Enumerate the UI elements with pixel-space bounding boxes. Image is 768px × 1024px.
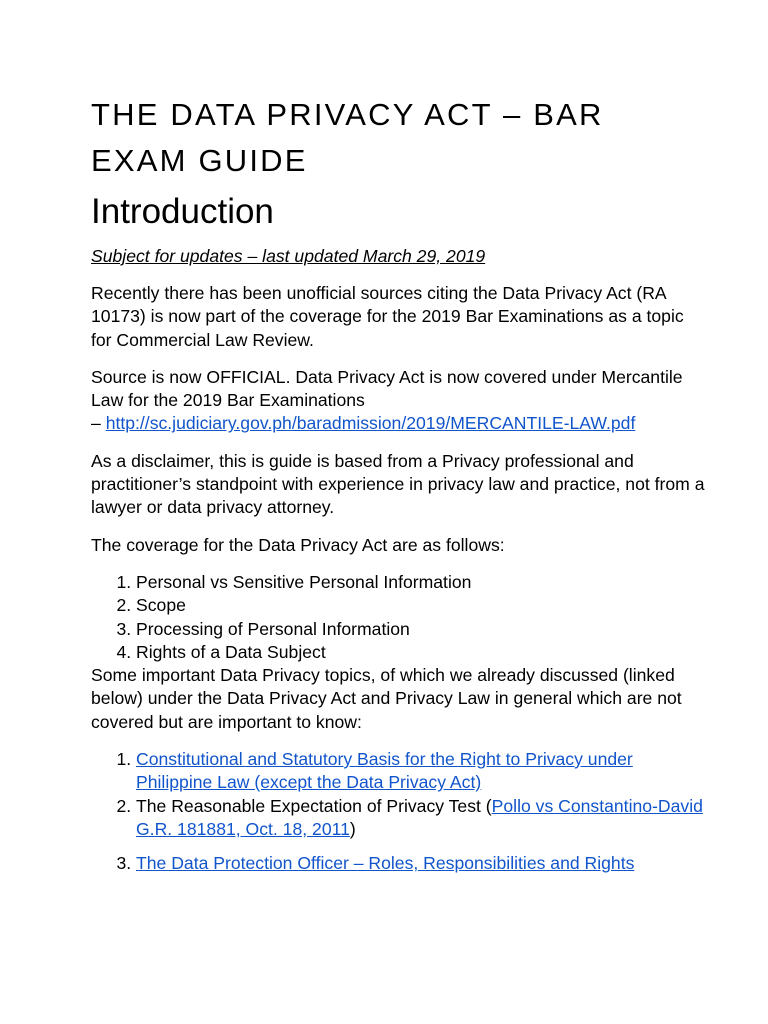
document-title: THE DATA PRIVACY ACT – BAR EXAM GUIDE	[91, 97, 604, 178]
paragraph-important-topics: Some important Data Privacy topics, of which we already discussed (linked below) under the Data Privacy Act and Privacy Law in general which are not covered but are important to know:	[91, 665, 682, 732]
list-item	[136, 748, 708, 795]
list-item: 4. Rights of a Data Subject	[136, 641, 708, 664]
official-source-text: Source is now OFFICIAL. Data Privacy Act is now covered under Mercantile Law for the 2019 Bar Examinations	[91, 366, 683, 411]
update-note: Subject for updates – last updated March 29, 2019	[91, 246, 486, 266]
closing-parenthesis: )	[349, 818, 356, 839]
paragraph-official-source	[91, 366, 708, 436]
reasonable-expectation-text: The Reasonable Expectation of Privacy Test (	[136, 795, 492, 816]
list-item: 1. Personal vs Sensitive Personal Information	[136, 571, 708, 594]
list-item	[136, 795, 708, 842]
data-protection-officer-link[interactable]: The Data Protection Officer – Roles, Responsibilities and Rights	[136, 853, 635, 874]
coverage-list	[91, 571, 708, 664]
paragraph-coverage-intro: The coverage for the Data Privacy Act are as follows:	[91, 534, 505, 555]
list-item	[136, 852, 708, 875]
list-item: 3. Processing of Personal Information	[136, 618, 708, 641]
list-item: 2. Scope	[136, 594, 708, 617]
constitutional-basis-link[interactable]: Constitutional and Statutory Basis for the Right to Privacy under Philippine Law (except the Data Privacy Act)	[136, 749, 633, 793]
paragraph-disclaimer: As a disclaimer, this is guide is based from a Privacy professional and practitioner’s standpoint with experience in privacy law and practice, not from a lawyer or data privacy attorney.	[91, 450, 705, 518]
important-topics-list	[91, 748, 708, 875]
mercantile-law-pdf-link[interactable]: http://sc.judiciary.gov.ph/baradmission/2019/MERCANTILE-LAW.pdf	[105, 413, 636, 434]
pollo-vs-constantino-link[interactable]: Pollo vs Constantino-David G.R. 181881, Oct. 18, 2011	[136, 795, 703, 839]
paragraph-unofficial-sources: Recently there has been unofficial sources citing the Data Privacy Act (RA 10173) is now part of the coverage for the 2019 Bar Examinations as a topic for Commercial Law Review.	[91, 283, 684, 350]
official-source-dash: –	[91, 413, 106, 434]
section-heading-introduction: Introduction	[91, 192, 274, 231]
